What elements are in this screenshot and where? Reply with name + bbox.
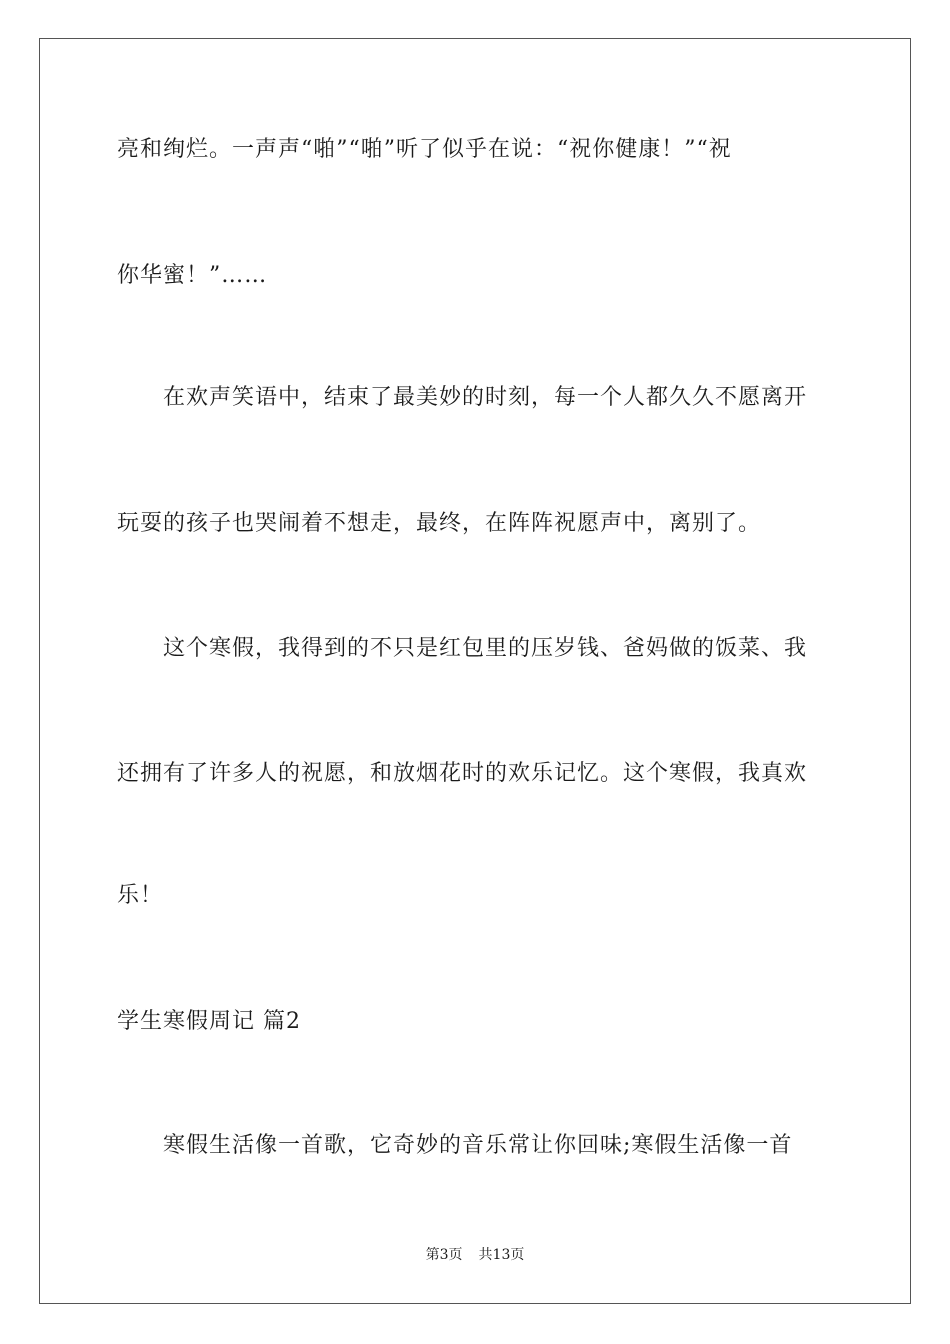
page-border: [39, 38, 911, 1304]
paragraph-line: 你华蜜！”……: [117, 263, 268, 288]
paragraph-line: 这个寒假，我得到的不只是红包里的压岁钱、爸妈做的饭菜、我: [163, 636, 808, 661]
page-footer: [0, 1246, 950, 1264]
paragraph-line: 乐！: [117, 883, 164, 908]
total-pages: 共13页: [478, 1247, 525, 1263]
current-page-number: 第3页: [425, 1247, 463, 1263]
paragraph-line: 还拥有了许多人的祝愿，和放烟花时的欢乐记忆。这个寒假，我真欢: [117, 761, 808, 786]
paragraph-line: 在欢声笑语中，结束了最美妙的时刻，每一个人都久久不愿离开: [163, 385, 808, 410]
paragraph-line: 亮和绚烂。一声声“啪”“啪”听了似乎在说：“祝你健康！”“祝: [117, 137, 732, 162]
paragraph-line: 玩耍的孩子也哭闹着不想走，最终，在阵阵祝愿声中，离别了。: [117, 511, 762, 536]
section-heading: 学生寒假周记 篇2: [117, 1009, 301, 1034]
paragraph-line: 寒假生活像一首歌，它奇妙的音乐常让你回味;寒假生活像一首: [163, 1133, 793, 1158]
